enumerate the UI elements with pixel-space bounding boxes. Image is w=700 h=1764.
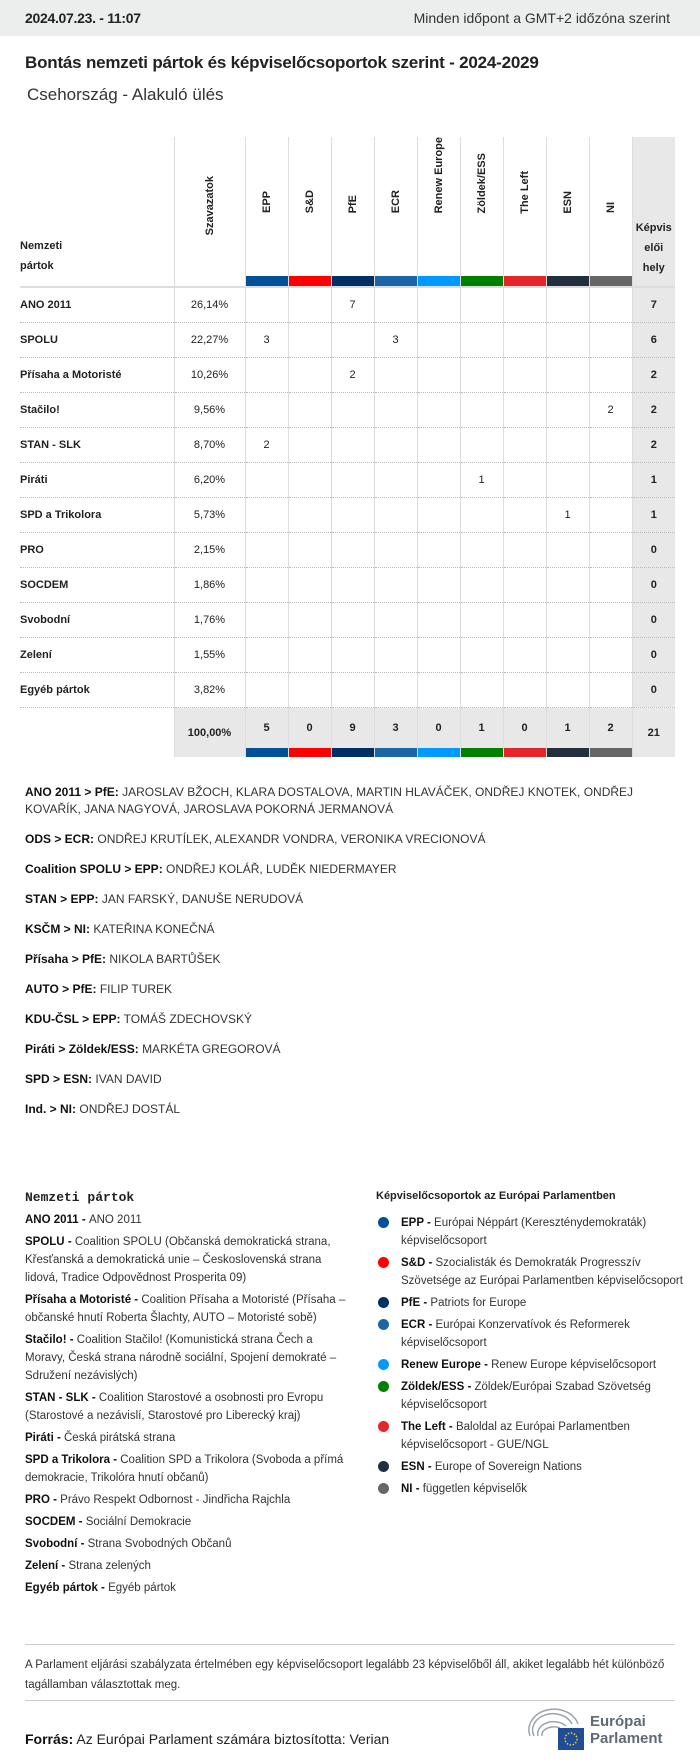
party-name: STAN - SLK: [20, 438, 81, 451]
group-seats: [503, 427, 546, 462]
total-seats: 0: [632, 672, 675, 707]
national-party-item: Zelení - Strana zelených: [25, 1560, 151, 1572]
group-color-bar: [418, 276, 460, 286]
group-total: 1: [460, 707, 503, 757]
total-seats: 2: [632, 427, 675, 462]
group-color-bar: [289, 276, 331, 286]
national-party-item: SPD a Trikolora - Coalition SPD a Trikolora (Svoboda a přímá demokracie, Trikolóra hnutí občanů): [25, 1454, 344, 1484]
group-seats: [331, 497, 374, 532]
group-seats: [245, 672, 288, 707]
group-dot-icon: [378, 1421, 389, 1432]
page-title: Bontás nemzeti pártok és képviselőcsoportok szerint - 2024-2029: [25, 53, 539, 72]
group-seats: [417, 322, 460, 357]
group-seats: [417, 567, 460, 602]
party-name: SPOLU: [20, 333, 58, 346]
group-column-header: Zöldek/ESS: [460, 137, 503, 287]
group-seats: [460, 287, 503, 322]
group-seats: [589, 462, 632, 497]
group-total: 2: [589, 707, 632, 757]
group-color-bar: [332, 748, 374, 757]
group-total: 0: [417, 707, 460, 757]
group-seats: [331, 532, 374, 567]
group-seats: [503, 602, 546, 637]
group-seats: [245, 357, 288, 392]
group-seats: [288, 497, 331, 532]
group-column-header: Renew Europe: [417, 137, 460, 287]
group-dot-icon: [378, 1483, 389, 1494]
total-seats: 7: [632, 287, 675, 322]
group-seats: [546, 322, 589, 357]
group-seats: [374, 287, 417, 322]
group-column-header: ESN: [546, 137, 589, 287]
group-seats: [374, 497, 417, 532]
group-seats: [460, 392, 503, 427]
vote-share: 3,82%: [174, 672, 245, 707]
group-seats: [503, 567, 546, 602]
group-seats: [331, 427, 374, 462]
group-dot-icon: [378, 1461, 389, 1472]
ep-groups-title: Képviselőcsoportok az Európai Parlamentben: [376, 1190, 616, 1202]
group-seats: [589, 567, 632, 602]
group-seats: [460, 357, 503, 392]
national-party-item: Stačilo! - Coalition Stačilo! (Komunistická strana Čech a Moravy, Česká strana národně sociální, Spojení demokraté – Sdružení nezávislých): [25, 1334, 337, 1382]
group-seats: [288, 392, 331, 427]
group-seats: [288, 637, 331, 672]
party-name: Stačilo!: [20, 403, 60, 416]
group-seats: [288, 287, 331, 322]
member-entry: Coalition SPOLU > EPP: ONDŘEJ KOLÁŘ, LUDĚK NIEDERMAYER: [25, 862, 397, 876]
national-party-item: SOCDEM - Sociální Demokracie: [25, 1516, 192, 1528]
group-total: 0: [503, 707, 546, 757]
group-color-bar: [246, 276, 288, 286]
group-seats: [589, 637, 632, 672]
table-row: [20, 497, 675, 532]
party-name: Egyéb pártok: [20, 683, 90, 696]
group-color-bar: [375, 276, 417, 286]
group-seats: [374, 427, 417, 462]
group-seats: [503, 532, 546, 567]
group-seats: [503, 357, 546, 392]
party-name: Piráti: [20, 473, 48, 486]
group-seats: [331, 322, 374, 357]
group-seats: [417, 462, 460, 497]
total-seats: 0: [632, 637, 675, 672]
group-seats: [331, 637, 374, 672]
group-seats: [374, 357, 417, 392]
member-entry: ODS > ECR: ONDŘEJ KRUTÍLEK, ALEXANDR VONDRA, VERONIKA VRECIONOVÁ: [25, 832, 486, 846]
group-color-bar: [289, 748, 331, 757]
member-entry: KDU-ČSL > EPP: TOMÁŠ ZDECHOVSKÝ: [25, 1012, 253, 1026]
group-seats: 2: [589, 392, 632, 427]
group-seats: [503, 287, 546, 322]
source: Forrás: Az Európai Parlament számára biztosította: Verian: [25, 1731, 390, 1747]
national-party-item: SPOLU - Coalition SPOLU (Občanská demokratická strana, Křesťanská a demokratická unie – Československá strana lidová, Tradice Odpovědnost Prosperita 09): [25, 1236, 331, 1284]
party-name: Přísaha a Motoristé: [20, 368, 122, 381]
group-color-bar: [547, 276, 589, 286]
group-seats: 2: [245, 427, 288, 462]
national-party-item: PRO - Právo Respekt Odbornost - Jindřicha Rajchla: [25, 1494, 291, 1506]
vote-share: 26,14%: [174, 287, 245, 322]
table-row: [20, 392, 675, 427]
group-seats: [503, 672, 546, 707]
group-seats: [589, 322, 632, 357]
member-entry: Ind. > NI: ONDŘEJ DOSTÁL: [25, 1102, 181, 1116]
group-seats: [417, 392, 460, 427]
group-seats: [546, 392, 589, 427]
vote-share: 8,70%: [174, 427, 245, 462]
group-dot-icon: [378, 1359, 389, 1370]
group-dot-icon: [378, 1319, 389, 1330]
table-header-row: [20, 137, 675, 287]
national-party-item: STAN - SLK - Coalition Starostové a osobnosti pro Evropu (Starostové a nezávislí, Starostové pro Liberecký kraj): [25, 1392, 324, 1422]
vote-share: 22,27%: [174, 322, 245, 357]
group-seats: [460, 532, 503, 567]
member-entry: Piráti > Zöldek/ESS: MARKÉTA GREGOROVÁ: [25, 1042, 281, 1056]
ep-group-item: ECR - Európai Konzervatívok és Reformerek képviselőcsoport: [376, 1316, 686, 1352]
group-total: 9: [331, 707, 374, 757]
total-votes: 100,00%: [174, 707, 245, 757]
vote-share: 2,15%: [174, 532, 245, 567]
group-seats: [288, 672, 331, 707]
group-column-header: PfE: [331, 137, 374, 287]
group-seats: [503, 462, 546, 497]
group-column-header: ECR: [374, 137, 417, 287]
party-name: Zelení: [20, 648, 52, 661]
divider: [25, 1644, 675, 1645]
votes-column-header: Szavazatok: [174, 137, 245, 287]
group-dot-icon: [378, 1257, 389, 1268]
group-seats: [245, 532, 288, 567]
total-seats: 0: [632, 532, 675, 567]
total-seats: 6: [632, 322, 675, 357]
total-seats: 2: [632, 392, 675, 427]
results-table: [20, 137, 675, 757]
vote-share: 9,56%: [174, 392, 245, 427]
group-color-bar: [375, 748, 417, 757]
group-seats: [503, 637, 546, 672]
european-parliament-logo: Európai Parlament: [528, 1706, 676, 1754]
member-entry: KSČM > NI: KATEŘINA KONEČNÁ: [25, 922, 215, 936]
party-name: SOCDEM: [20, 578, 69, 591]
total-seats: 0: [632, 602, 675, 637]
group-seats: [245, 497, 288, 532]
group-color-bar: [332, 276, 374, 286]
party-name: ANO 2011: [20, 299, 72, 312]
group-seats: [589, 357, 632, 392]
group-seats: [374, 672, 417, 707]
group-seats: [546, 427, 589, 462]
grand-total-seats: 21: [632, 707, 675, 757]
table-row: [20, 602, 675, 637]
ep-groups-legend: [376, 1190, 686, 1502]
group-seats: [460, 497, 503, 532]
group-total: 3: [374, 707, 417, 757]
group-seats: [589, 427, 632, 462]
ep-group-item: Renew Europe - Renew Europe képviselőcsoport: [376, 1356, 686, 1374]
party-name: SPD a Trikolora: [20, 508, 102, 521]
group-seats: [374, 532, 417, 567]
table-row: [20, 567, 675, 602]
party-column-header: Nemzeti pártok: [20, 240, 63, 273]
group-seats: 1: [460, 462, 503, 497]
group-seats: [589, 497, 632, 532]
total-seats: 2: [632, 357, 675, 392]
member-entry: SPD > ESN: IVAN DAVID: [25, 1072, 162, 1086]
group-seats: [460, 672, 503, 707]
group-seats: [589, 287, 632, 322]
group-seats: [245, 287, 288, 322]
hemicycle-flag-icon: [528, 1708, 584, 1752]
group-seats: 3: [245, 322, 288, 357]
group-seats: [417, 602, 460, 637]
group-total: 5: [245, 707, 288, 757]
group-seats: 7: [331, 287, 374, 322]
group-seats: [288, 427, 331, 462]
divider: [25, 1700, 675, 1701]
group-color-bar: [504, 748, 546, 757]
group-color-bar: [547, 748, 589, 757]
group-seats: [546, 637, 589, 672]
group-seats: [546, 672, 589, 707]
party-name: PRO: [20, 543, 44, 556]
group-seats: [460, 427, 503, 462]
vote-share: 1,76%: [174, 602, 245, 637]
group-seats: [417, 532, 460, 567]
group-seats: [503, 392, 546, 427]
group-seats: [460, 567, 503, 602]
national-parties-legend: [25, 1190, 355, 1601]
group-color-bar: [590, 748, 632, 757]
group-seats: [503, 322, 546, 357]
group-seats: [288, 462, 331, 497]
group-seats: [288, 567, 331, 602]
group-dot-icon: [378, 1217, 389, 1228]
group-seats: [589, 532, 632, 567]
group-seats: [331, 602, 374, 637]
group-seats: [417, 497, 460, 532]
group-seats: [331, 567, 374, 602]
group-color-bar: [461, 276, 503, 286]
national-party-item: Přísaha a Motoristé - Coalition Přísaha a Motoristé (Přísaha – občanské hnutí Roberta Šlachty, AUTO – Motoristé sobě): [25, 1294, 346, 1324]
table-row: [20, 672, 675, 707]
group-seats: [245, 602, 288, 637]
group-seats: [417, 637, 460, 672]
group-seats: [245, 567, 288, 602]
group-seats: [374, 567, 417, 602]
national-party-item: ANO 2011 - ANO 2011: [25, 1214, 142, 1226]
table-row: [20, 357, 675, 392]
ep-group-item: PfE - Patriots for Europe: [376, 1294, 686, 1312]
group-dot-icon: [378, 1381, 389, 1392]
seats-column-header: Képvis elői hely: [632, 137, 675, 287]
top-bar: [0, 0, 700, 36]
footnote: A Parlament eljárási szabályzata értelmében egy képviselőcsoport legalább 23 képviselőből áll, akiket legalább hét különböző tagállamban választottak meg.: [25, 1659, 665, 1691]
group-seats: [417, 357, 460, 392]
group-seats: 3: [374, 322, 417, 357]
member-entry: STAN > EPP: JAN FARSKÝ, DANUŠE NERUDOVÁ: [25, 892, 304, 906]
table-row: [20, 637, 675, 672]
group-seats: [460, 602, 503, 637]
table-row: [20, 427, 675, 462]
group-column-header: EPP: [245, 137, 288, 287]
group-color-bar: [246, 748, 288, 757]
group-seats: [589, 672, 632, 707]
member-entry: ANO 2011 > PfE: JAROSLAV BŽOCH, KLARA DOSTALOVA, MARTIN HLAVÁČEK, ONDŘEJ KNOTEK, ONDŘEJ KOVAŘÍK, JANA NAGYOVÁ, JAROSLAVA POKORNÁ JERMANOVÁ: [25, 785, 634, 816]
national-party-item: Egyéb pártok - Egyéb pártok: [25, 1582, 176, 1594]
group-color-bar: [418, 748, 460, 757]
datetime: 2024.07.23. - 11:07: [25, 10, 141, 26]
group-seats: [374, 637, 417, 672]
group-seats: [245, 637, 288, 672]
group-seats: [503, 497, 546, 532]
group-seats: [245, 392, 288, 427]
member-list: [25, 784, 675, 1131]
vote-share: 5,73%: [174, 497, 245, 532]
group-seats: [417, 427, 460, 462]
group-seats: [331, 672, 374, 707]
ep-group-item: The Left - Baloldal az Európai Parlamentben képviselőcsoport - GUE/NGL: [376, 1418, 686, 1454]
table-row: [20, 462, 675, 497]
group-dot-icon: [378, 1297, 389, 1308]
timezone-note: Minden időpont a GMT+2 időzóna szerint: [413, 10, 670, 26]
total-seats: 0: [632, 567, 675, 602]
group-seats: [546, 532, 589, 567]
totals-row: [20, 707, 675, 757]
table-row: [20, 322, 675, 357]
group-seats: [331, 392, 374, 427]
vote-share: 10,26%: [174, 357, 245, 392]
group-color-bar: [590, 276, 632, 286]
ep-group-item: EPP - Európai Néppárt (Kereszténydemokraták) képviselőcsoport: [376, 1214, 686, 1250]
group-seats: [288, 532, 331, 567]
group-seats: [374, 602, 417, 637]
group-total: 1: [546, 707, 589, 757]
member-entry: Přísaha > PfE: NIKOLA BARTŮŠEK: [25, 952, 221, 966]
group-seats: 2: [331, 357, 374, 392]
ep-group-item: NI - független képviselők: [376, 1480, 686, 1498]
vote-share: 1,86%: [174, 567, 245, 602]
group-seats: [546, 287, 589, 322]
group-seats: [374, 462, 417, 497]
group-seats: [546, 357, 589, 392]
group-seats: [460, 322, 503, 357]
table-row: [20, 532, 675, 567]
ep-group-item: ESN - Europe of Sovereign Nations: [376, 1458, 686, 1476]
total-seats: 1: [632, 497, 675, 532]
group-seats: [546, 567, 589, 602]
group-seats: [288, 322, 331, 357]
ep-group-item: Zöldek/ESS - Zöldek/Európai Szabad Szövetség képviselőcsoport: [376, 1378, 686, 1414]
group-seats: [546, 602, 589, 637]
group-color-bar: [461, 748, 503, 757]
group-column-header: NI: [589, 137, 632, 287]
group-seats: [417, 672, 460, 707]
group-seats: [245, 462, 288, 497]
table-row: [20, 287, 675, 322]
total-seats: 1: [632, 462, 675, 497]
group-seats: [331, 462, 374, 497]
national-party-item: Piráti - Česká pirátská strana: [25, 1432, 176, 1444]
group-seats: [589, 602, 632, 637]
group-seats: [288, 357, 331, 392]
group-seats: [288, 602, 331, 637]
vote-share: 1,55%: [174, 637, 245, 672]
national-party-item: Svobodní - Strana Svobodných Občanů: [25, 1538, 232, 1550]
group-seats: [546, 462, 589, 497]
group-total: 0: [288, 707, 331, 757]
vote-share: 6,20%: [174, 462, 245, 497]
party-name: Svobodní: [20, 613, 71, 626]
ep-group-item: S&D - Szocialisták és Demokraták Progresszív Szövetsége az Európai Parlamentben képviselőcsoport: [376, 1254, 686, 1290]
page-subtitle: Csehország - Alakuló ülés: [27, 85, 224, 104]
group-color-bar: [504, 276, 546, 286]
group-column-header: S&D: [288, 137, 331, 287]
group-column-header: The Left: [503, 137, 546, 287]
group-seats: [417, 287, 460, 322]
group-seats: 1: [546, 497, 589, 532]
group-seats: [460, 637, 503, 672]
group-seats: [374, 392, 417, 427]
national-parties-title: Nemzeti pártok: [25, 1190, 135, 1205]
member-entry: AUTO > PfE: FILIP TUREK: [25, 982, 173, 996]
